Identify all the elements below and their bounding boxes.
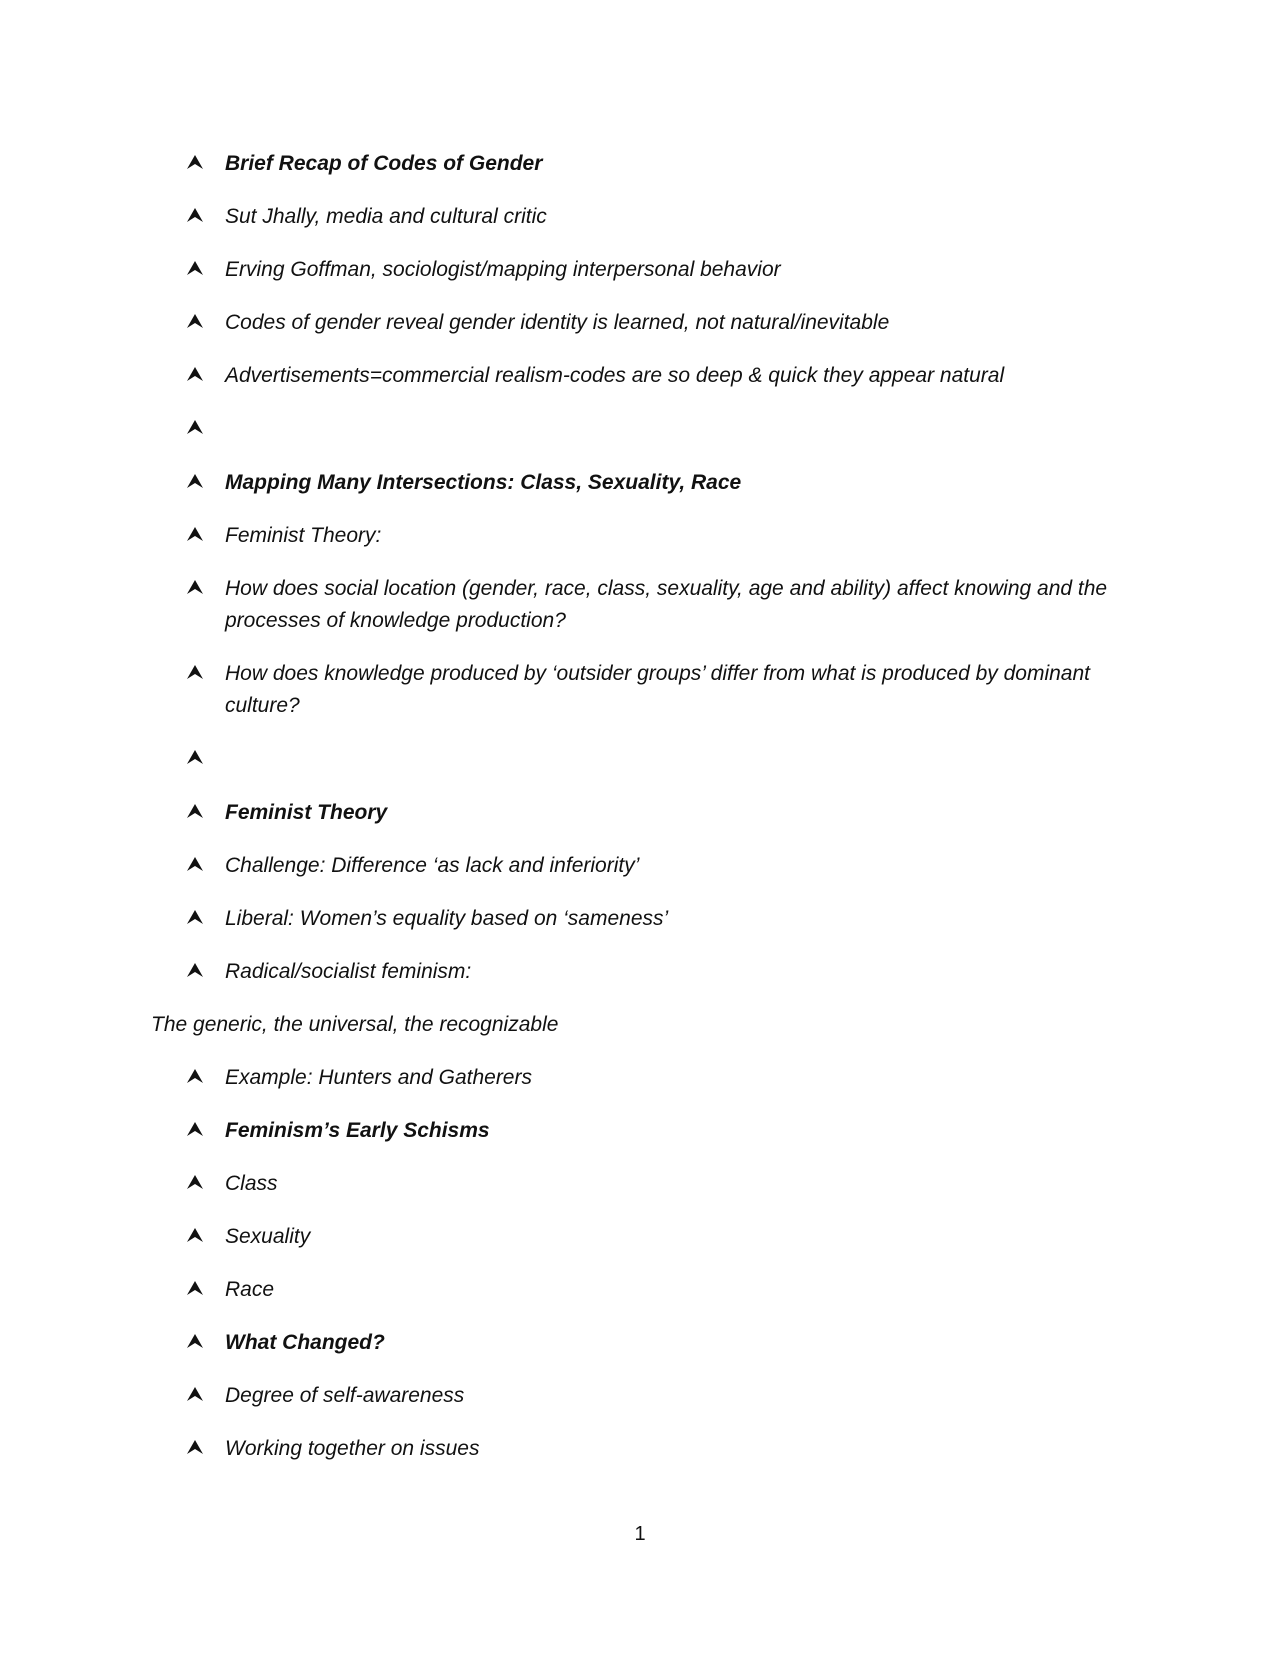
list-item-text: Degree of self-awareness <box>225 1384 465 1407</box>
list-item-text: Codes of gender reveal gender identity is learned, not natural/inevitable <box>225 311 890 334</box>
list-item-text-continuation: culture? <box>225 694 300 717</box>
heading-text: Mapping Many Intersections: Class, Sexuality, Race <box>225 471 742 494</box>
arrowhead-bullet-icon <box>186 749 204 769</box>
list-item-text-continuation: processes of knowledge production? <box>225 609 566 632</box>
arrowhead-bullet-icon <box>186 962 204 982</box>
list-item-text: Feminist Theory: <box>225 524 382 547</box>
arrowhead-bullet-icon <box>186 419 204 439</box>
list-item-text: Example: Hunters and Gatherers <box>225 1066 532 1089</box>
arrowhead-bullet-icon <box>186 313 204 333</box>
arrowhead-bullet-icon <box>186 526 204 546</box>
page-number: 1 <box>634 1523 646 1545</box>
list-item-text: Erving Goffman, sociologist/mapping interpersonal behavior <box>225 258 781 281</box>
arrowhead-bullet-icon <box>186 1333 204 1353</box>
list-item-text: Sut Jhally, media and cultural critic <box>225 205 547 228</box>
heading-text: What Changed? <box>225 1331 385 1354</box>
list-item-text: Challenge: Difference ‘as lack and inferiority’ <box>225 854 640 877</box>
arrowhead-bullet-icon <box>186 154 204 174</box>
arrowhead-bullet-icon <box>186 1280 204 1300</box>
arrowhead-bullet-icon <box>186 664 204 684</box>
arrowhead-bullet-icon <box>186 366 204 386</box>
arrowhead-bullet-icon <box>186 579 204 599</box>
list-item-text: Advertisements=commercial realism-codes are so deep & quick they appear natural <box>225 364 1005 387</box>
heading-text: Feminist Theory <box>225 801 388 824</box>
list-item-text: Working together on issues <box>225 1437 480 1460</box>
arrowhead-bullet-icon <box>186 1121 204 1141</box>
arrowhead-bullet-icon <box>186 473 204 493</box>
list-item-text: How does knowledge produced by ‘outsider groups’ differ from what is produced by dominant <box>225 662 1090 685</box>
arrowhead-bullet-icon <box>186 1227 204 1247</box>
arrowhead-bullet-icon <box>186 207 204 227</box>
arrowhead-bullet-icon <box>186 1386 204 1406</box>
heading-text: Brief Recap of Codes of Gender <box>225 152 543 175</box>
heading-text: Feminism’s Early Schisms <box>225 1119 490 1142</box>
list-item-text: Race <box>225 1278 275 1301</box>
paragraph-text: The generic, the universal, the recognizable <box>151 1013 559 1036</box>
arrowhead-bullet-icon <box>186 1439 204 1459</box>
arrowhead-bullet-icon <box>186 803 204 823</box>
list-item-text: Radical/socialist feminism: <box>225 960 472 983</box>
arrowhead-bullet-icon <box>186 260 204 280</box>
list-item-text: Class <box>225 1172 278 1195</box>
arrowhead-bullet-icon <box>186 1068 204 1088</box>
list-item-text: Sexuality <box>225 1225 311 1248</box>
arrowhead-bullet-icon <box>186 1174 204 1194</box>
arrowhead-bullet-icon <box>186 856 204 876</box>
list-item-text: How does social location (gender, race, class, sexuality, age and ability) affect knowing and the <box>225 577 1108 600</box>
arrowhead-bullet-icon <box>186 909 204 929</box>
list-item-text: Liberal: Women’s equality based on ‘sameness’ <box>225 907 669 930</box>
